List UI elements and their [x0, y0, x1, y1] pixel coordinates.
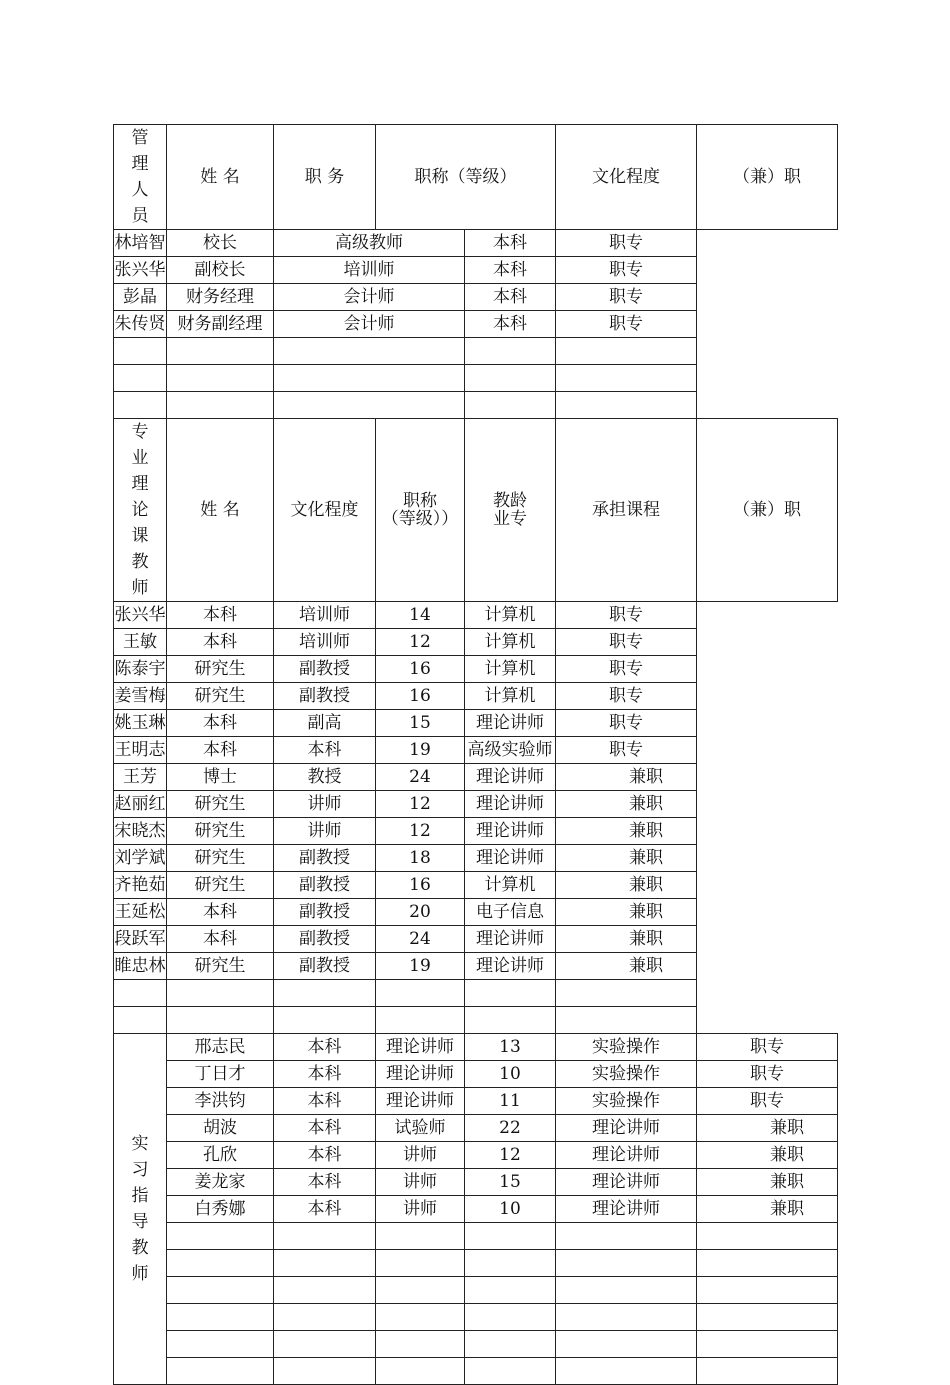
duty-cell	[167, 365, 274, 392]
education-cell	[274, 1331, 376, 1358]
practice-row	[114, 1358, 838, 1385]
course-cell: 计算机	[465, 629, 556, 656]
title-cell: 讲师	[274, 818, 376, 845]
course-cell	[465, 1007, 556, 1034]
course-cell: 实验操作	[556, 1088, 697, 1115]
education-cell: 本科	[274, 1088, 376, 1115]
teacher-name-cell: 睢忠林	[114, 953, 167, 980]
course-cell: 理论讲师	[556, 1115, 697, 1142]
employment-type-cell: 职专	[697, 1061, 838, 1088]
theory-row	[114, 980, 838, 1007]
title-cell: 讲师	[376, 1142, 465, 1169]
duty-cell: 校长	[167, 230, 274, 257]
course-cell: 计算机	[465, 602, 556, 629]
header-type: （兼）职	[697, 125, 838, 230]
management-row	[114, 311, 838, 338]
education-cell	[274, 1358, 376, 1385]
title-cell	[274, 365, 465, 392]
teaching-years-cell: 12	[465, 1142, 556, 1169]
teaching-years-cell: 15	[465, 1169, 556, 1196]
education-cell	[465, 365, 556, 392]
teaching-years-cell	[465, 1331, 556, 1358]
duty-cell: 财务经理	[167, 284, 274, 311]
education-cell: 研究生	[167, 656, 274, 683]
teacher-name-cell: 王明志	[114, 737, 167, 764]
course-cell	[556, 1304, 697, 1331]
management-row	[114, 338, 838, 365]
practice-section-label-text: 实习指导教师	[131, 1134, 149, 1284]
management-row	[114, 365, 838, 392]
teaching-years-cell: 20	[376, 899, 465, 926]
staff-name-cell	[114, 338, 167, 365]
course-cell: 计算机	[465, 872, 556, 899]
theory-header-title-line2: （等级））	[381, 509, 459, 529]
theory-header-title-line1: 职称	[403, 491, 437, 511]
theory-header-years-line2: 业专	[493, 509, 527, 529]
management-row	[114, 392, 838, 419]
practice-row	[114, 1142, 838, 1169]
header-name: 姓 名	[167, 125, 274, 230]
theory-row	[114, 683, 838, 710]
education-cell: 研究生	[167, 683, 274, 710]
education-cell: 本科	[274, 1169, 376, 1196]
teacher-name-cell	[167, 1223, 274, 1250]
education-cell	[167, 1007, 274, 1034]
theory-row	[114, 818, 838, 845]
education-cell: 研究生	[167, 791, 274, 818]
teacher-name-cell: 赵丽红	[114, 791, 167, 818]
teacher-name-cell: 王敏	[114, 629, 167, 656]
title-cell	[376, 1250, 465, 1277]
title-cell: 本科	[274, 737, 376, 764]
teaching-years-cell	[465, 1223, 556, 1250]
theory-row	[114, 926, 838, 953]
management-rows	[114, 230, 838, 419]
staff-name-cell	[114, 365, 167, 392]
employment-type-cell: 兼职	[697, 1142, 838, 1169]
title-cell: 副教授	[274, 926, 376, 953]
title-cell	[376, 1277, 465, 1304]
teacher-name-cell: 姜雪梅	[114, 683, 167, 710]
practice-row	[114, 1196, 838, 1223]
staff-name-cell: 朱传贤	[114, 311, 167, 338]
teacher-name-cell	[167, 1331, 274, 1358]
theory-row	[114, 602, 838, 629]
title-cell: 讲师	[376, 1169, 465, 1196]
course-cell	[556, 1250, 697, 1277]
title-cell: 副教授	[274, 872, 376, 899]
teaching-years-cell: 22	[465, 1115, 556, 1142]
teacher-name-cell	[114, 980, 167, 1007]
practice-row	[114, 1034, 838, 1061]
teacher-name-cell: 齐艳茹	[114, 872, 167, 899]
teacher-name-cell: 孔欣	[167, 1142, 274, 1169]
theory-header-name: 姓 名	[167, 419, 274, 602]
title-cell: 副教授	[274, 953, 376, 980]
title-cell	[274, 392, 465, 419]
employment-type-cell: 职专	[556, 284, 697, 311]
course-cell: 理论讲师	[465, 791, 556, 818]
staff-name-cell	[114, 392, 167, 419]
teacher-name-cell: 白秀娜	[167, 1196, 274, 1223]
employment-type-cell	[556, 392, 697, 419]
teaching-years-cell: 14	[376, 602, 465, 629]
employment-type-cell: 职专	[556, 737, 697, 764]
education-cell: 本科	[167, 629, 274, 656]
employment-type-cell: 职专	[556, 257, 697, 284]
course-cell: 理论讲师	[465, 845, 556, 872]
theory-header-years-line1: 教龄	[493, 491, 527, 511]
course-cell	[556, 1358, 697, 1385]
staff-table	[113, 124, 838, 1385]
employment-type-cell: 兼职	[697, 1196, 838, 1223]
course-cell: 理论讲师	[556, 1169, 697, 1196]
title-cell: 副教授	[274, 683, 376, 710]
teacher-name-cell: 张兴华	[114, 602, 167, 629]
theory-row	[114, 872, 838, 899]
course-cell: 理论讲师	[465, 953, 556, 980]
employment-type-cell: 职专	[556, 230, 697, 257]
education-cell: 研究生	[167, 953, 274, 980]
teaching-years-cell: 16	[376, 872, 465, 899]
practice-row	[114, 1250, 838, 1277]
education-cell	[465, 392, 556, 419]
duty-cell: 副校长	[167, 257, 274, 284]
employment-type-cell: 兼职	[697, 1169, 838, 1196]
employment-type-cell	[556, 338, 697, 365]
education-cell	[274, 1277, 376, 1304]
staff-name-cell: 张兴华	[114, 257, 167, 284]
management-section-label: 管理人员	[114, 125, 167, 230]
course-cell: 计算机	[465, 656, 556, 683]
teaching-years-cell	[465, 1250, 556, 1277]
title-cell: 副教授	[274, 656, 376, 683]
education-cell	[465, 338, 556, 365]
practice-row	[114, 1061, 838, 1088]
theory-header-course: 承担课程	[556, 419, 697, 602]
employment-type-cell	[697, 1250, 838, 1277]
education-cell: 研究生	[167, 818, 274, 845]
teaching-years-cell: 24	[376, 926, 465, 953]
employment-type-cell: 职专	[556, 656, 697, 683]
theory-row	[114, 791, 838, 818]
teaching-years-cell: 18	[376, 845, 465, 872]
teacher-name-cell: 姚玉琳	[114, 710, 167, 737]
management-section	[114, 125, 838, 230]
title-cell: 培训师	[274, 602, 376, 629]
course-cell: 理论讲师	[465, 818, 556, 845]
teaching-years-cell	[376, 980, 465, 1007]
employment-type-cell: 职专	[697, 1034, 838, 1061]
employment-type-cell: 职专	[556, 629, 697, 656]
theory-row	[114, 1007, 838, 1034]
teaching-years-cell: 24	[376, 764, 465, 791]
teacher-name-cell	[167, 1277, 274, 1304]
employment-type-cell	[697, 1277, 838, 1304]
course-cell: 理论讲师	[465, 764, 556, 791]
header-title: 职称（等级）	[376, 125, 556, 230]
management-row	[114, 257, 838, 284]
education-cell: 本科	[167, 710, 274, 737]
teacher-name-cell: 邢志民	[167, 1034, 274, 1061]
practice-row	[114, 1304, 838, 1331]
title-cell: 会计师	[274, 311, 465, 338]
teaching-years-cell	[376, 1007, 465, 1034]
course-cell	[556, 1277, 697, 1304]
course-cell: 理论讲师	[465, 926, 556, 953]
teaching-years-cell: 19	[376, 953, 465, 980]
theory-header-type: （兼）职	[697, 419, 838, 602]
education-cell	[274, 1304, 376, 1331]
duty-cell	[167, 338, 274, 365]
course-cell: 实验操作	[556, 1034, 697, 1061]
theory-rows	[114, 602, 838, 1034]
staff-name-cell: 彭晶	[114, 284, 167, 311]
employment-type-cell: 职专	[556, 602, 697, 629]
teaching-years-cell: 10	[465, 1196, 556, 1223]
teaching-years-cell: 12	[376, 791, 465, 818]
title-cell	[376, 1331, 465, 1358]
teacher-name-cell: 丁日才	[167, 1061, 274, 1088]
theory-header-years	[465, 419, 556, 602]
teaching-years-cell: 10	[465, 1061, 556, 1088]
teacher-name-cell	[167, 1358, 274, 1385]
title-cell: 讲师	[274, 791, 376, 818]
course-cell: 理论讲师	[556, 1142, 697, 1169]
teacher-name-cell: 刘学斌	[114, 845, 167, 872]
course-cell	[556, 1223, 697, 1250]
course-cell: 理论讲师	[556, 1196, 697, 1223]
employment-type-cell: 职专	[556, 311, 697, 338]
education-cell: 本科	[167, 737, 274, 764]
education-cell: 本科	[167, 899, 274, 926]
course-cell: 理论讲师	[465, 710, 556, 737]
title-cell	[376, 1358, 465, 1385]
theory-section-label: 专业理论课教师	[114, 419, 167, 602]
employment-type-cell: 兼职	[556, 899, 697, 926]
title-cell: 副教授	[274, 845, 376, 872]
employment-type-cell: 兼职	[697, 1115, 838, 1142]
practice-row	[114, 1277, 838, 1304]
education-cell: 本科	[274, 1061, 376, 1088]
employment-type-cell	[697, 1304, 838, 1331]
teacher-name-cell	[114, 1007, 167, 1034]
teaching-years-cell: 12	[376, 629, 465, 656]
theory-header-row	[114, 419, 838, 602]
education-cell	[274, 1250, 376, 1277]
education-cell: 本科	[274, 1115, 376, 1142]
title-cell: 培训师	[274, 629, 376, 656]
teaching-years-cell: 16	[376, 683, 465, 710]
title-cell: 副高	[274, 710, 376, 737]
education-cell	[274, 1223, 376, 1250]
theory-row	[114, 845, 838, 872]
teacher-name-cell: 王芳	[114, 764, 167, 791]
employment-type-cell: 兼职	[556, 926, 697, 953]
employment-type-cell: 兼职	[556, 764, 697, 791]
employment-type-cell	[556, 1007, 697, 1034]
teacher-name-cell: 王延松	[114, 899, 167, 926]
employment-type-cell: 兼职	[556, 818, 697, 845]
education-cell: 本科	[465, 230, 556, 257]
title-cell	[274, 338, 465, 365]
header-duty: 职 务	[274, 125, 376, 230]
employment-type-cell: 职专	[556, 710, 697, 737]
teaching-years-cell: 12	[376, 818, 465, 845]
title-cell: 理论讲师	[376, 1088, 465, 1115]
management-header-row	[114, 125, 838, 230]
title-cell: 副教授	[274, 899, 376, 926]
teacher-name-cell: 李洪钧	[167, 1088, 274, 1115]
employment-type-cell	[697, 1358, 838, 1385]
theory-row	[114, 953, 838, 980]
course-cell: 高级实验师	[465, 737, 556, 764]
employment-type-cell: 职专	[556, 683, 697, 710]
practice-row	[114, 1331, 838, 1358]
education-cell: 本科	[465, 311, 556, 338]
title-cell: 理论讲师	[376, 1034, 465, 1061]
teaching-years-cell: 19	[376, 737, 465, 764]
teacher-name-cell: 段跃军	[114, 926, 167, 953]
education-cell: 本科	[274, 1196, 376, 1223]
title-cell: 讲师	[376, 1196, 465, 1223]
employment-type-cell: 兼职	[556, 791, 697, 818]
theory-section	[114, 419, 838, 602]
title-cell	[274, 1007, 376, 1034]
title-cell	[376, 1304, 465, 1331]
theory-row	[114, 656, 838, 683]
employment-type-cell: 兼职	[556, 953, 697, 980]
employment-type-cell: 职专	[697, 1088, 838, 1115]
course-cell: 实验操作	[556, 1061, 697, 1088]
education-cell: 研究生	[167, 845, 274, 872]
teaching-years-cell: 16	[376, 656, 465, 683]
practice-rows	[114, 1034, 838, 1385]
theory-row	[114, 737, 838, 764]
title-cell	[274, 980, 376, 1007]
title-cell: 培训师	[274, 257, 465, 284]
education-cell: 本科	[465, 284, 556, 311]
education-cell: 本科	[465, 257, 556, 284]
education-cell: 本科	[167, 926, 274, 953]
theory-row	[114, 629, 838, 656]
practice-section-label	[114, 1034, 167, 1385]
course-cell: 计算机	[465, 683, 556, 710]
practice-row	[114, 1223, 838, 1250]
employment-type-cell	[697, 1223, 838, 1250]
employment-type-cell	[556, 980, 697, 1007]
theory-row	[114, 899, 838, 926]
teacher-name-cell: 宋晓杰	[114, 818, 167, 845]
education-cell: 本科	[274, 1034, 376, 1061]
teaching-years-cell	[465, 1358, 556, 1385]
practice-row	[114, 1115, 838, 1142]
teacher-name-cell: 胡波	[167, 1115, 274, 1142]
duty-cell	[167, 392, 274, 419]
title-cell: 教授	[274, 764, 376, 791]
duty-cell: 财务副经理	[167, 311, 274, 338]
teaching-years-cell	[465, 1304, 556, 1331]
employment-type-cell	[697, 1331, 838, 1358]
education-cell: 本科	[167, 602, 274, 629]
practice-row	[114, 1088, 838, 1115]
education-cell: 博士	[167, 764, 274, 791]
practice-row	[114, 1169, 838, 1196]
course-cell	[556, 1331, 697, 1358]
theory-row	[114, 764, 838, 791]
course-cell	[465, 980, 556, 1007]
management-row	[114, 284, 838, 311]
employment-type-cell	[556, 365, 697, 392]
title-cell: 高级教师	[274, 230, 465, 257]
theory-header-title	[376, 419, 465, 602]
employment-type-cell: 兼职	[556, 872, 697, 899]
header-education: 文化程度	[556, 125, 697, 230]
teacher-name-cell	[167, 1250, 274, 1277]
title-cell	[376, 1223, 465, 1250]
education-cell: 研究生	[167, 872, 274, 899]
title-cell: 试验师	[376, 1115, 465, 1142]
teacher-name-cell	[167, 1304, 274, 1331]
education-cell	[167, 980, 274, 1007]
management-row	[114, 230, 838, 257]
theory-row	[114, 710, 838, 737]
teaching-years-cell: 15	[376, 710, 465, 737]
teacher-name-cell: 陈泰宇	[114, 656, 167, 683]
employment-type-cell: 兼职	[556, 845, 697, 872]
teaching-years-cell: 13	[465, 1034, 556, 1061]
course-cell: 电子信息	[465, 899, 556, 926]
theory-header-education: 文化程度	[274, 419, 376, 602]
teaching-years-cell: 11	[465, 1088, 556, 1115]
title-cell: 会计师	[274, 284, 465, 311]
title-cell: 理论讲师	[376, 1061, 465, 1088]
staff-name-cell: 林培智	[114, 230, 167, 257]
education-cell: 本科	[274, 1142, 376, 1169]
teaching-years-cell	[465, 1277, 556, 1304]
teacher-name-cell: 姜龙家	[167, 1169, 274, 1196]
